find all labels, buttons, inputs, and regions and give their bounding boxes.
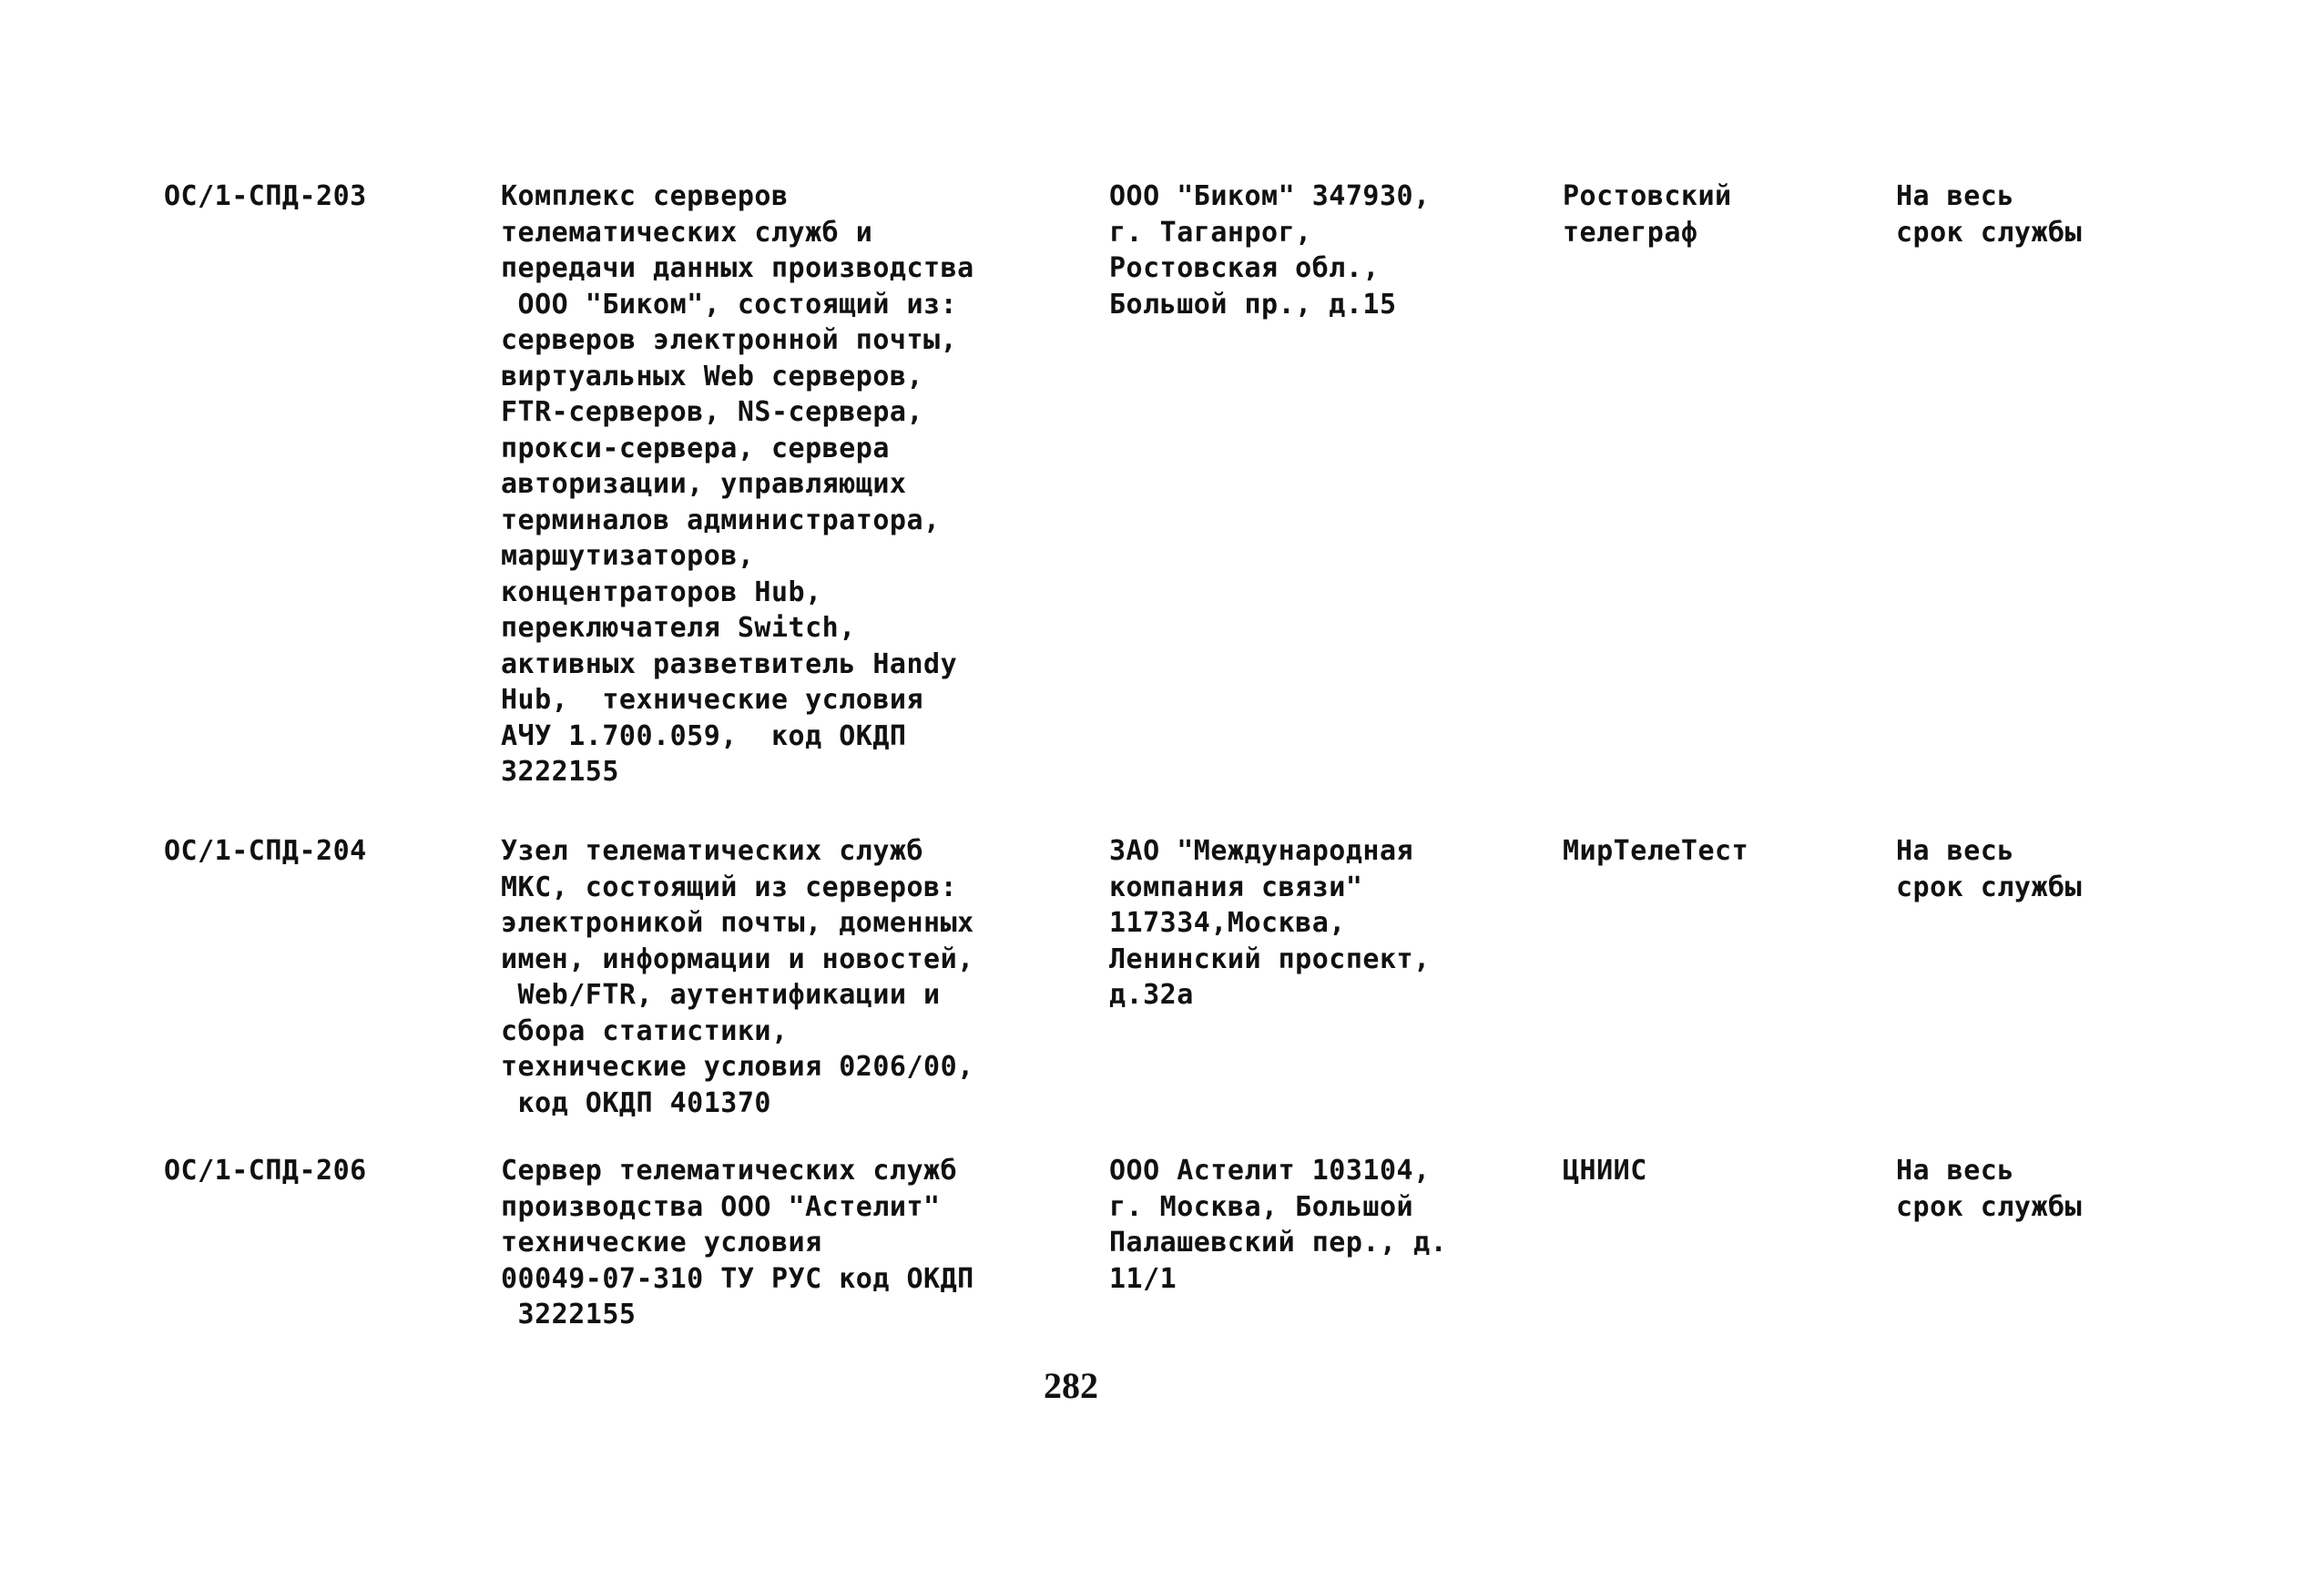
testing-center: Ростовский телеграф xyxy=(1563,180,1732,249)
manufacturer-address: ЗАО "Международная компания связи" 117334,Москва, Ленинский проспект, д.32а xyxy=(1109,835,1431,1011)
testing-center: ЦНИИС xyxy=(1563,1155,1647,1187)
validity-term: На весь срок службы xyxy=(1896,835,2083,903)
equipment-description: Узел телематических служб МКС, состоящий из серверов: электроникой почты, доменных имен, информации и новостей, Web/FTR, аутентификации и сбора статистики, технические условия 0206/00, код ОКДП 401370 xyxy=(501,835,974,1119)
equipment-description: Комплекс серверов телематических служб и передачи данных производства ООО "Биком", состоящий из: серверов электронной почты, виртуальных Web серверов, FTR-серверов, NS-сервера, прокси-сервера, сервера авторизации, управляющих терминалов администратора, маршутизаторов, концентраторов Hub, переключателя Switch, активных разветвитель Handy Hub, технические условия АЧУ 1.700.059, код ОКДП 3222155 xyxy=(501,180,974,788)
certificate-code: ОС/1-СПД-204 xyxy=(164,835,367,867)
certificate-code: ОС/1-СПД-206 xyxy=(164,1155,367,1187)
validity-term: На весь срок службы xyxy=(1896,1155,2083,1223)
testing-center: МирТелеТест xyxy=(1563,835,1749,867)
manufacturer-address: ООО Астелит 103104, г. Москва, Большой Палашевский пер., д. 11/1 xyxy=(1109,1155,1448,1295)
certificate-code: ОС/1-СПД-203 xyxy=(164,180,367,212)
validity-term: На весь срок службы xyxy=(1896,180,2083,249)
page-number: 282 xyxy=(1044,1365,1098,1406)
equipment-description: Сервер телематических служб производства ООО "Астелит" технические условия 00049-07-310 ТУ РУС код ОКДП 3222155 xyxy=(501,1155,974,1330)
manufacturer-address: ООО "Биком" 347930, г. Таганрог, Ростовская обл., Большой пр., д.15 xyxy=(1109,180,1431,321)
